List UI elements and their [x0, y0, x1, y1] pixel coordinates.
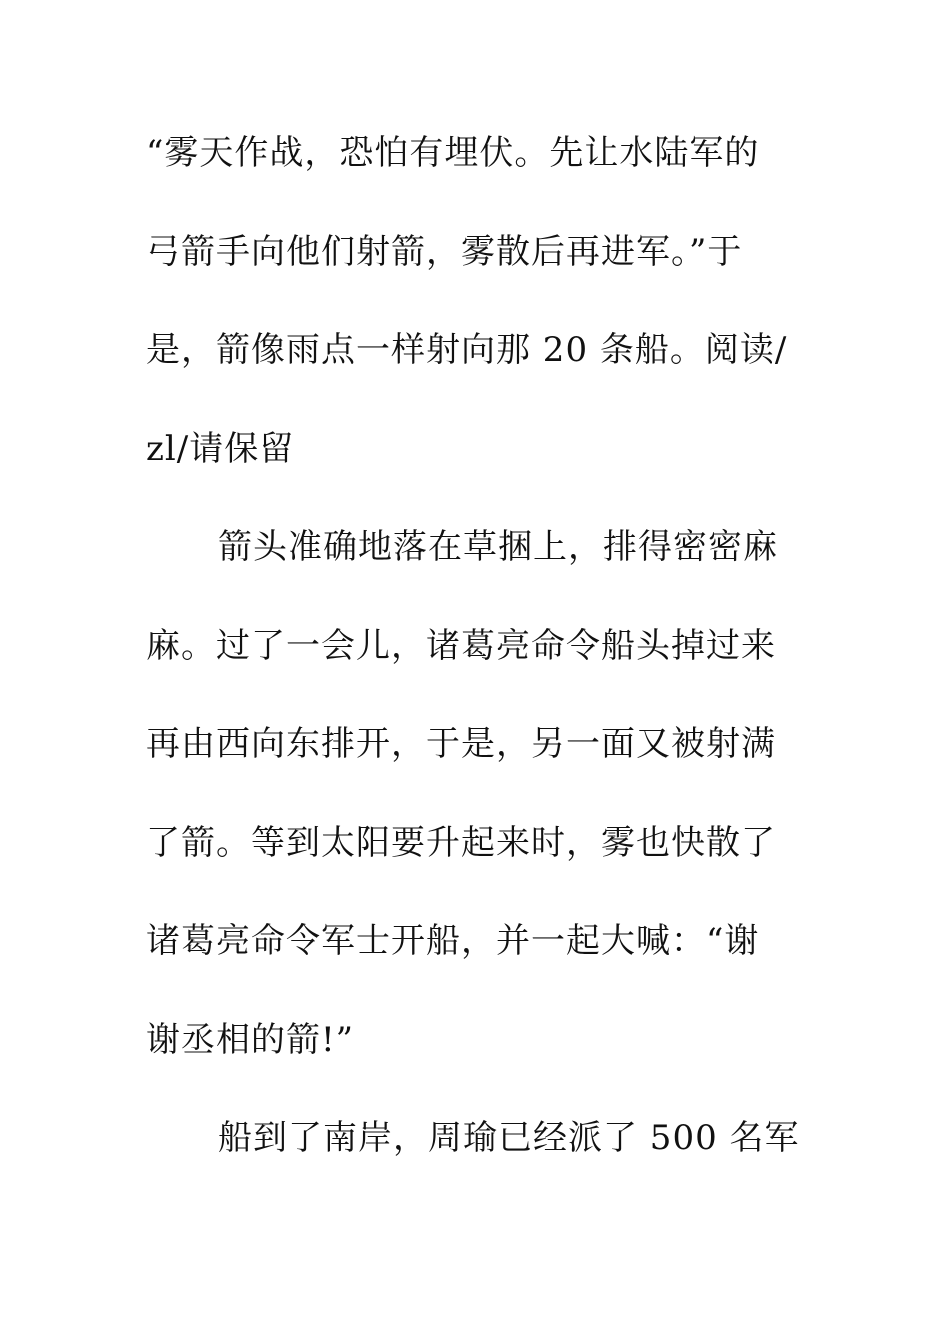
text-line-2: 弓箭手向他们射箭，雾散后再进军。”于	[146, 231, 743, 272]
text-line-6: 麻。过了一会儿，诸葛亮命令船头掉过来	[146, 625, 776, 666]
paragraph-3-first-line: 船到了南岸，周瑜已经派了 500 名军	[218, 1118, 800, 1158]
text-line-3: 是，箭像雨点一样射向那 20 条船。阅读/	[146, 330, 788, 370]
text-line-8: 了箭。等到太阳要升起来时，雾也快散了	[146, 822, 776, 863]
text-line-9: 诸葛亮命令军士开船，并一起大喊：“谢	[146, 921, 760, 961]
text-line-10: 谢丞相的箭!”	[146, 1019, 355, 1060]
text-line-7: 再由西向东排开，于是，另一面又被射满	[146, 724, 776, 764]
text-line-4: zl/请保留	[146, 428, 295, 469]
paragraph-2-first-line: 箭头准确地落在草捆上，排得密密麻	[218, 527, 778, 567]
text-line-1: “雾天作战，恐怕有埋伏。先让水陆军的	[146, 133, 760, 173]
body-text	[146, 123, 806, 1207]
